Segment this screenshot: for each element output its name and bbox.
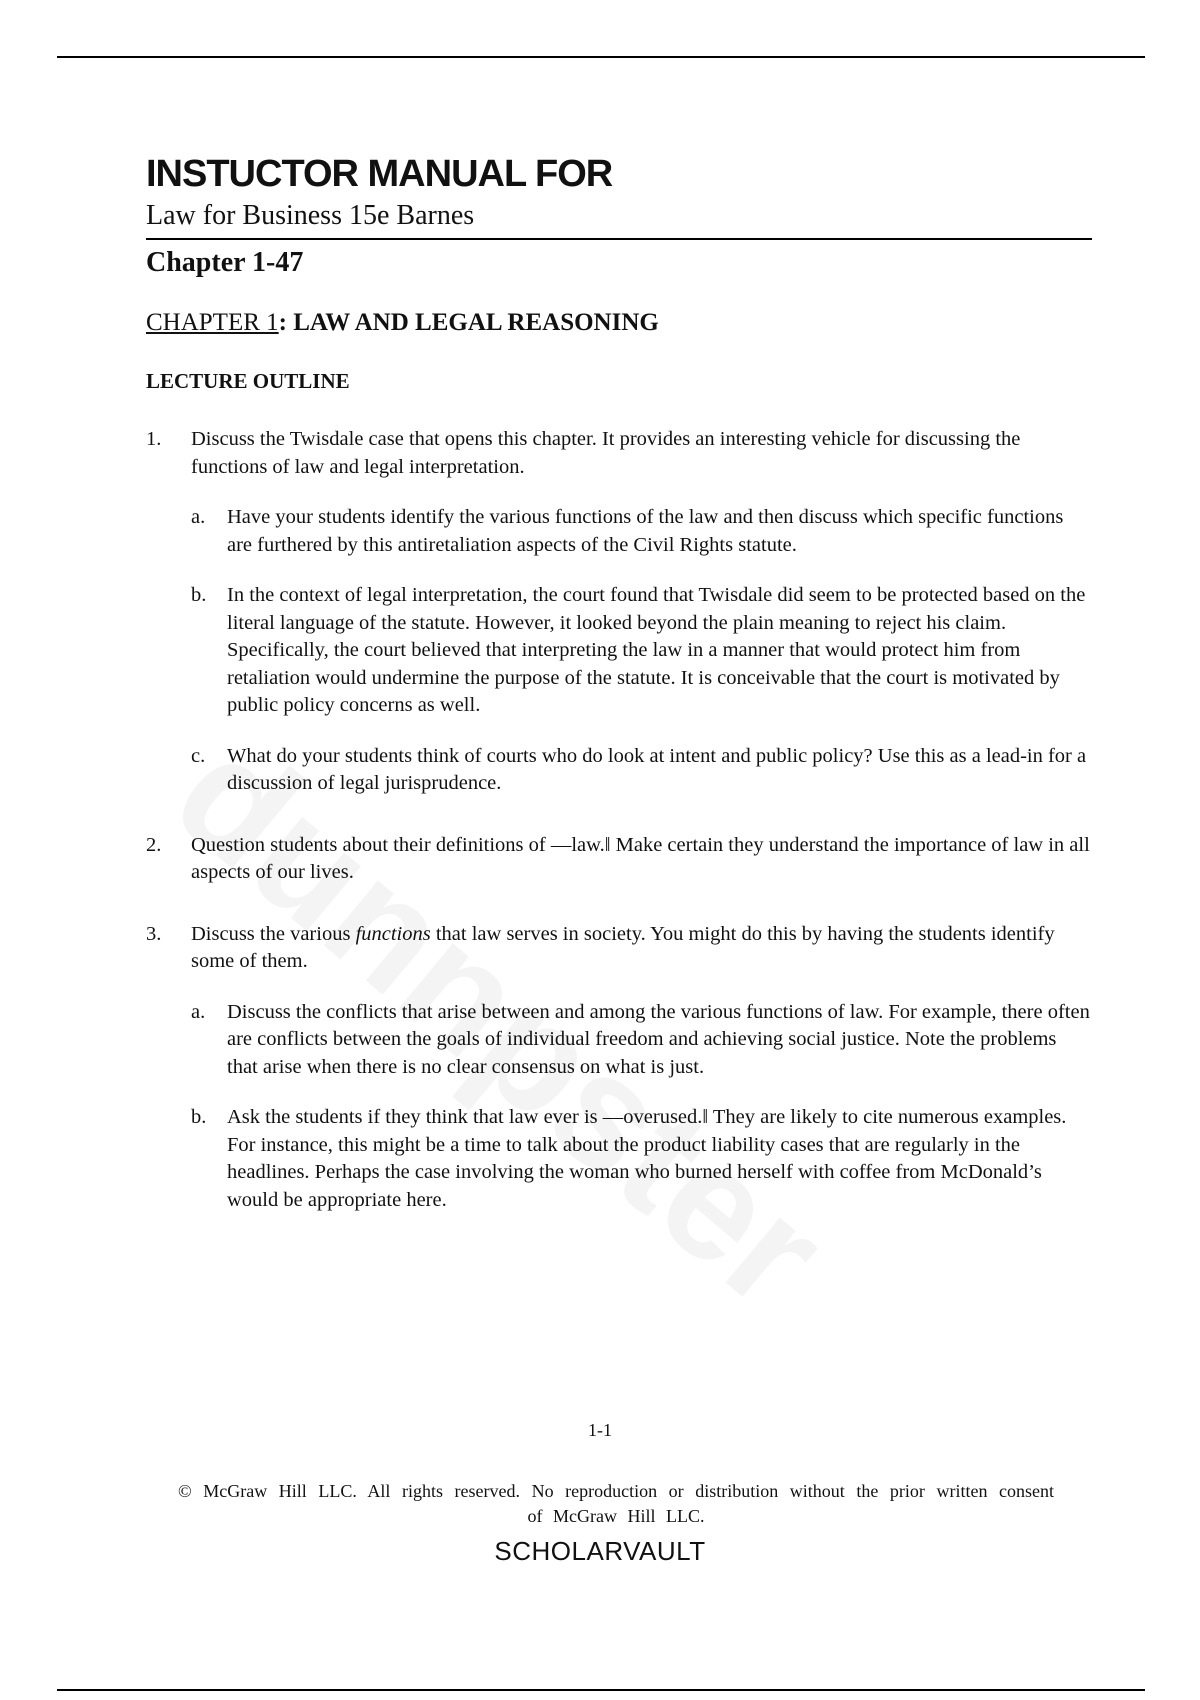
page-number: 1-1 — [588, 1420, 612, 1440]
outline-item-number: 2. — [146, 833, 162, 856]
chapter-heading-number: CHAPTER 1 — [146, 309, 279, 336]
outline-item-text — [191, 921, 1092, 976]
outline-subitem-text: Have your students identify the various functions of the law and then discuss which specific functions are furthered by this antiretaliation aspects of the Civil Rights statute. — [227, 506, 1064, 556]
bottom-rule — [57, 1689, 1145, 1691]
outline-item-text-start: Discuss the various — [191, 922, 356, 945]
outline-item-text: Question students about their definitions of ―law.‖ Make certain they understand the importance of law in all aspects of our lives. — [191, 833, 1090, 883]
outline-item-2 — [146, 832, 1092, 887]
chapter-range: Chapter 1-47 — [146, 247, 304, 278]
outline-item-text-end: that law serves in society. You might do this by having the students identify some of them. — [191, 922, 1055, 972]
outline-subitem-letter: a. — [191, 506, 206, 528]
outline-item-emphasis: functions — [355, 922, 431, 945]
outline-subitem-1c — [191, 743, 1092, 798]
outline-subitem-1a — [191, 504, 1092, 559]
chapter-heading — [146, 308, 1092, 338]
outline-subitem-text: In the context of legal interpretation, the court found that Twisdale did seem to be protected based on the literal language of the statute. However, it looked beyond the plain meaning to reject his claim. Specifically, the court believed that interpreting the law in a manner that would protect him from retaliation would undermine the purpose of the statute. It is conceivable that the court is motivated by public policy concerns as well. — [227, 584, 1086, 716]
outline-subitem-3a — [191, 999, 1092, 1082]
top-rule — [57, 56, 1145, 58]
outline-subitem-1b — [191, 582, 1092, 720]
outline-item-3 — [146, 921, 1092, 1215]
copyright-notice: © McGraw Hill LLC. All rights reserved. No reproduction or distribution without the prior written consent of McGraw Hill LLC. — [178, 1481, 1054, 1526]
document-subtitle: Law for Business 15e Barnes — [146, 200, 475, 231]
outline-item-number: 3. — [146, 922, 162, 945]
outline-subitem-text: Ask the students if they think that law ever is ―overused.‖ They are likely to cite numerous examples. For instance, this might be a time to talk about the product liability cases that are regularly in the headlines. Perhaps the case involving the woman who burned herself with coffee from McDonald’s would be appropriate here. — [227, 1106, 1067, 1211]
outline-subitem-letter: b. — [191, 1106, 207, 1128]
outline-subitem-letter: a. — [191, 1000, 206, 1023]
document-title: INSTUCTOR MANUAL FOR — [146, 153, 613, 195]
outline-subitem-letter: c. — [191, 744, 206, 767]
outline-item-text: Discuss the Twisdale case that opens this chapter. It provides an interesting vehicle for discussing the functions of law and legal interpretation. — [191, 428, 1021, 478]
outline-subitem-letter: b. — [191, 584, 207, 606]
outline-subitem-text: What do your students think of courts who do look at intent and public policy? Use this as a lead-in for a discussion of legal jurisprudence. — [227, 744, 1087, 794]
footer-brand: SCHOLARVAULT — [494, 1536, 706, 1566]
chapter-heading-title: : LAW AND LEGAL REASONING — [278, 309, 659, 336]
outline-item-number: 1. — [146, 428, 162, 450]
outline-subitem-text: Discuss the conflicts that arise between and among the various functions of law. For example, there often are conflicts between the goals of individual freedom and achieving social justice. Note the problems that arise when there is no clear consensus on what is just. — [227, 1000, 1090, 1078]
section-heading: LECTURE OUTLINE — [146, 369, 350, 393]
document-body — [146, 150, 1092, 1214]
title-rule — [146, 238, 1092, 240]
outline-item-1 — [146, 426, 1092, 798]
outline-subitem-3b — [191, 1104, 1092, 1214]
